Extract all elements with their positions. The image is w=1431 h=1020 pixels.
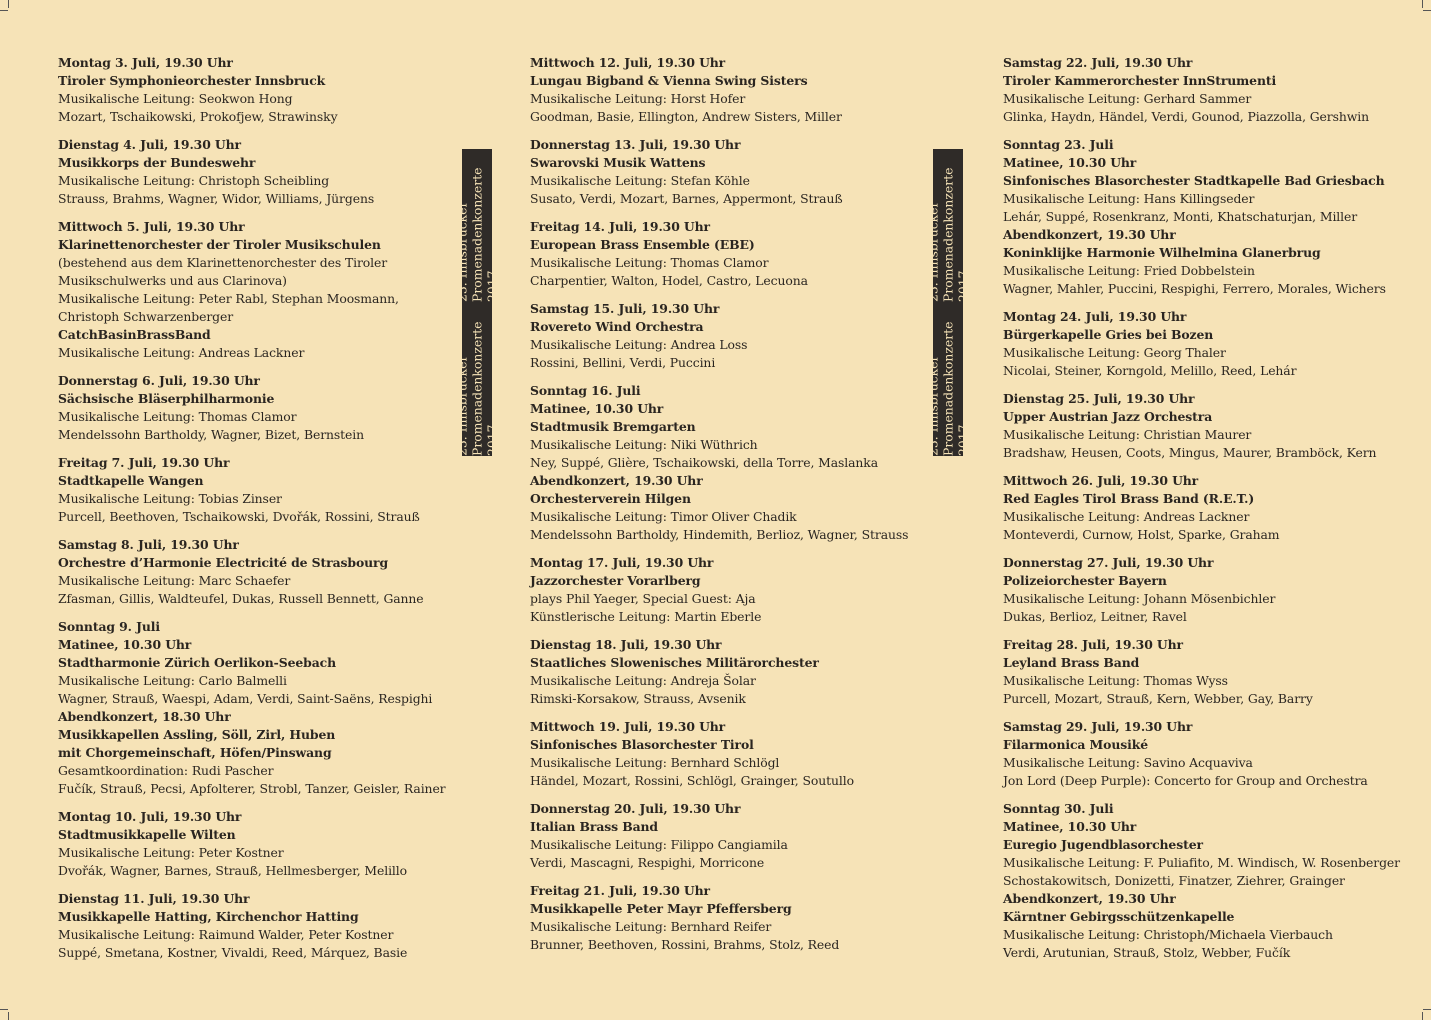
concert-detail-line: Musikalische Leitung: Filippo Cangiamila (530, 837, 788, 852)
concert-entry (530, 136, 925, 208)
concert-detail-line: Musikschulwerks und aus Clarinova) (58, 273, 287, 288)
concert-heading-line: Koninklijke Harmonie Wilhelmina Glanerbrug (1003, 245, 1321, 260)
concert-detail-line: Musikalische Leitung: Christian Maurer (1003, 427, 1252, 442)
concert-entry (1003, 54, 1398, 126)
concert-detail-line: Suppé, Smetana, Kostner, Vivaldi, Reed, Márquez, Basie (58, 945, 408, 960)
concert-detail-line: Musikalische Leitung: Horst Hofer (530, 91, 746, 106)
concert-detail-line: Mendelssohn Bartholdy, Hindemith, Berlioz, Wagner, Strauss (530, 527, 909, 542)
concert-entry (530, 300, 925, 372)
concert-entry (58, 218, 453, 362)
concert-entry (1003, 390, 1398, 462)
concert-heading-line: Lungau Bigband & Vienna Swing Sisters (530, 73, 808, 88)
crop-mark-top-left (8, 0, 9, 8)
concert-heading-line: Kärntner Gebirgsschützenkapelle (1003, 909, 1235, 924)
concert-entry (1003, 554, 1398, 626)
concert-detail-line: Musikalische Leitung: Georg Thaler (1003, 345, 1226, 360)
concert-entry (530, 554, 925, 626)
concert-detail-line: Musikalische Leitung: Savino Acquaviva (1003, 755, 1253, 770)
concert-heading-line: Abendkonzert, 19.30 Uhr (1003, 227, 1176, 242)
concert-heading-line: Musikkorps der Bundeswehr (58, 155, 256, 170)
concert-heading-line: Montag 17. Juli, 19.30 Uhr (530, 555, 714, 570)
concert-detail-line: Musikalische Leitung: Marc Schaefer (58, 573, 291, 588)
concert-heading-line: Swarovski Musik Wattens (530, 155, 706, 170)
concert-detail-line: Musikalische Leitung: Seokwon Hong (58, 91, 293, 106)
concert-heading-line: Mittwoch 12. Juli, 19.30 Uhr (530, 55, 726, 70)
concert-heading-line: Sinfonisches Blasorchester Stadtkapelle Bad Griesbach (1003, 173, 1385, 188)
concert-heading-line: CatchBasinBrassBand (58, 327, 211, 342)
concert-detail-line: Musikalische Leitung: Thomas Clamor (58, 409, 297, 424)
concert-heading-line: Abendkonzert, 19.30 Uhr (1003, 891, 1176, 906)
concert-detail-line: Purcell, Mozart, Strauß, Kern, Webber, Gay, Barry (1003, 691, 1313, 706)
concert-heading-line: mit Chorgemeinschaft, Höfen/Pinswang (58, 745, 332, 760)
concert-detail-line: Wagner, Mahler, Puccini, Respighi, Ferrero, Morales, Wichers (1003, 281, 1386, 296)
concert-heading-line: Mittwoch 19. Juli, 19.30 Uhr (530, 719, 726, 734)
schedule-column-1 (58, 54, 453, 972)
crop-mark-left-bottom (0, 1009, 8, 1010)
concert-heading-line: Klarinettenorchester der Tiroler Musikschulen (58, 237, 381, 252)
crop-mark-bottom-right (1422, 1012, 1423, 1020)
concert-heading-line: Donnerstag 20. Juli, 19.30 Uhr (530, 801, 741, 816)
concert-entry (1003, 308, 1398, 380)
concert-heading-line: Tiroler Kammerorchester InnStrumenti (1003, 73, 1277, 88)
concert-detail-line: Musikalische Leitung: Andreas Lackner (1003, 509, 1250, 524)
concert-entry (530, 382, 925, 544)
concert-heading-line: Filarmonica Mousiké (1003, 737, 1148, 752)
concert-heading-line: Musikkapelle Hatting, Kirchenchor Hatting (58, 909, 359, 924)
concert-heading-line: Donnerstag 27. Juli, 19.30 Uhr (1003, 555, 1214, 570)
concert-detail-line: Charpentier, Walton, Hodel, Castro, Lecuona (530, 273, 808, 288)
festival-title-banner-left (454, 149, 500, 456)
concert-detail-line: Musikalische Leitung: Christoph/Michaela Vierbauch (1003, 927, 1333, 942)
concert-detail-line: Künstlerische Leitung: Martin Eberle (530, 609, 762, 624)
concert-heading-line: Rovereto Wind Orchestra (530, 319, 704, 334)
concert-heading-line: Musikkapellen Assling, Söll, Zirl, Huben (58, 727, 336, 742)
concert-heading-line: Staatliches Slowenisches Militärorchester (530, 655, 819, 670)
concert-heading-line: Samstag 15. Juli, 19.30 Uhr (530, 301, 720, 316)
banner-line-1: 23. Innsbrucker Promenadenkonzerte 2017 (454, 321, 500, 456)
concert-heading-line: Montag 24. Juli, 19.30 Uhr (1003, 309, 1187, 324)
concert-detail-line: Musikalische Leitung: Bernhard Reifer (530, 919, 772, 934)
concert-entry (1003, 718, 1398, 790)
concert-heading-line: Dienstag 11. Juli, 19.30 Uhr (58, 891, 250, 906)
concert-heading-line: Musikkapelle Peter Mayr Pfeffersberg (530, 901, 792, 916)
concert-detail-line: Susato, Verdi, Mozart, Barnes, Appermont, Strauß (530, 191, 843, 206)
concert-heading-line: Stadtkapelle Wangen (58, 473, 204, 488)
concert-heading-line: Matinee, 10.30 Uhr (530, 401, 664, 416)
concert-entry (58, 618, 453, 798)
concert-detail-line: Musikalische Leitung: F. Puliafito, M. Windisch, W. Rosenberger (1003, 855, 1400, 870)
concert-detail-line: Ney, Suppé, Glière, Tschaikowski, della Torre, Maslanka (530, 455, 879, 470)
concert-heading-line: Matinee, 10.30 Uhr (58, 637, 192, 652)
concert-heading-line: Tiroler Symphonieorchester Innsbruck (58, 73, 326, 88)
concert-heading-line: Abendkonzert, 19.30 Uhr (530, 473, 703, 488)
schedule-column-3 (1003, 54, 1398, 972)
crop-mark-bottom-left (8, 1012, 9, 1020)
concert-detail-line: Musikalische Leitung: Thomas Clamor (530, 255, 769, 270)
concert-entry (58, 54, 453, 126)
concert-heading-line: Mittwoch 26. Juli, 19.30 Uhr (1003, 473, 1199, 488)
banner-line-2: 23. Innsbrucker Promenadenkonzerte 2017 (454, 168, 500, 303)
concert-heading-line: Polizeiorchester Bayern (1003, 573, 1167, 588)
concert-heading-line: Sonntag 16. Juli (530, 383, 641, 398)
concert-heading-line: Sonntag 23. Juli (1003, 137, 1114, 152)
concert-entry (530, 218, 925, 290)
concert-detail-line: Musikalische Leitung: Gerhard Sammer (1003, 91, 1252, 106)
concert-detail-line: Dvořák, Wagner, Barnes, Strauß, Hellmesberger, Melillo (58, 863, 408, 878)
concert-detail-line: Musikalische Leitung: Christoph Scheibling (58, 173, 330, 188)
concert-detail-line: Musikalische Leitung: Peter Kostner (58, 845, 284, 860)
concert-heading-line: Freitag 14. Juli, 19.30 Uhr (530, 219, 710, 234)
concert-detail-line: Musikalische Leitung: Timor Oliver Chadik (530, 509, 797, 524)
concert-heading-line: Freitag 21. Juli, 19.30 Uhr (530, 883, 710, 898)
concert-detail-line: Musikalische Leitung: Hans Killingseder (1003, 191, 1255, 206)
concert-heading-line: Sonntag 9. Juli (58, 619, 160, 634)
concert-detail-line: Musikalische Leitung: Thomas Wyss (1003, 673, 1228, 688)
concert-entry (530, 718, 925, 790)
concert-heading-line: Sächsische Bläserphilharmonie (58, 391, 275, 406)
concert-heading-line: Jazzorchester Vorarlberg (530, 573, 701, 588)
concert-heading-line: Samstag 22. Juli, 19.30 Uhr (1003, 55, 1193, 70)
crop-mark-right-top (1423, 10, 1431, 11)
concert-detail-line: Goodman, Basie, Ellington, Andrew Sisters, Miller (530, 109, 842, 124)
concert-detail-line: Dukas, Berlioz, Leitner, Ravel (1003, 609, 1187, 624)
concert-heading-line: Montag 10. Juli, 19.30 Uhr (58, 809, 242, 824)
concert-heading-line: Mittwoch 5. Juli, 19.30 Uhr (58, 219, 245, 234)
concert-entry (530, 800, 925, 872)
schedule-column-2 (530, 54, 925, 964)
concert-detail-line: Gesamtkoordination: Rudi Pascher (58, 763, 274, 778)
concert-heading-line: Sinfonisches Blasorchester Tirol (530, 737, 754, 752)
concert-heading-line: European Brass Ensemble (EBE) (530, 237, 755, 252)
concert-heading-line: Orchestre d’Harmonie Electricité de Strasbourg (58, 555, 389, 570)
concert-detail-line: Musikalische Leitung: Andrea Loss (530, 337, 748, 352)
concert-heading-line: Italian Brass Band (530, 819, 658, 834)
concert-heading-line: Abendkonzert, 18.30 Uhr (58, 709, 231, 724)
concert-detail-line: Wagner, Strauß, Waespi, Adam, Verdi, Saint-Saëns, Respighi (58, 691, 433, 706)
concert-detail-line: Mozart, Tschaikowski, Prokofjew, Strawinsky (58, 109, 338, 124)
concert-heading-line: Samstag 8. Juli, 19.30 Uhr (58, 537, 239, 552)
crop-mark-right-bottom (1423, 1009, 1431, 1010)
concert-entry (1003, 472, 1398, 544)
concert-detail-line: (bestehend aus dem Klarinettenorchester des Tiroler (58, 255, 388, 270)
concert-entry (1003, 800, 1398, 962)
concert-heading-line: Dienstag 4. Juli, 19.30 Uhr (58, 137, 241, 152)
concert-heading-line: Sonntag 30. Juli (1003, 801, 1114, 816)
concert-heading-line: Dienstag 25. Juli, 19.30 Uhr (1003, 391, 1195, 406)
concert-detail-line: Musikalische Leitung: Johann Mösenbichler (1003, 591, 1276, 606)
concert-detail-line: Rimski-Korsakow, Strauss, Avsenik (530, 691, 746, 706)
concert-detail-line: Händel, Mozart, Rossini, Schlögl, Grainger, Soutullo (530, 773, 854, 788)
concert-detail-line: Monteverdi, Curnow, Holst, Sparke, Graham (1003, 527, 1280, 542)
concert-detail-line: plays Phil Yaeger, Special Guest: Aja (530, 591, 756, 606)
concert-heading-line: Donnerstag 6. Juli, 19.30 Uhr (58, 373, 260, 388)
concert-heading-line: Dienstag 18. Juli, 19.30 Uhr (530, 637, 722, 652)
concert-entry (58, 136, 453, 208)
concert-detail-line: Bradshaw, Heusen, Coots, Mingus, Maurer, Bramböck, Kern (1003, 445, 1377, 460)
concert-detail-line: Musikalische Leitung: Tobias Zinser (58, 491, 282, 506)
concert-heading-line: Bürgerkapelle Gries bei Bozen (1003, 327, 1214, 342)
banner-line-2: 23. Innsbrucker Promenadenkonzerte 2017 (925, 168, 971, 303)
concert-entry (58, 372, 453, 444)
concert-heading-line: Freitag 7. Juli, 19.30 Uhr (58, 455, 230, 470)
concert-heading-line: Matinee, 10.30 Uhr (1003, 819, 1137, 834)
concert-detail-line: Musikalische Leitung: Carlo Balmelli (58, 673, 287, 688)
concert-entry (58, 808, 453, 880)
concert-heading-line: Euregio Jugendblasorchester (1003, 837, 1203, 852)
concert-detail-line: Verdi, Arutunian, Strauß, Stolz, Webber, Fučík (1003, 945, 1291, 960)
concert-heading-line: Stadtmusik Bremgarten (530, 419, 696, 434)
concert-heading-line: Freitag 28. Juli, 19.30 Uhr (1003, 637, 1183, 652)
concert-detail-line: Nicolai, Steiner, Korngold, Melillo, Reed, Lehár (1003, 363, 1297, 378)
crop-mark-left-top (0, 10, 8, 11)
banner-line-1: 23. Innsbrucker Promenadenkonzerte 2017 (925, 321, 971, 456)
concert-entry (1003, 636, 1398, 708)
concert-detail-line: Mendelssohn Bartholdy, Wagner, Bizet, Bernstein (58, 427, 365, 442)
concert-detail-line: Musikalische Leitung: Fried Dobbelstein (1003, 263, 1255, 278)
concert-detail-line: Musikalische Leitung: Raimund Walder, Peter Kostner (58, 927, 394, 942)
concert-entry (58, 890, 453, 962)
concert-heading-line: Stadtharmonie Zürich Oerlikon-Seebach (58, 655, 336, 670)
concert-detail-line: Jon Lord (Deep Purple): Concerto for Group and Orchestra (1003, 773, 1368, 788)
concert-entry (58, 536, 453, 608)
concert-detail-line: Musikalische Leitung: Andreja Šolar (530, 673, 756, 688)
concert-entry (58, 454, 453, 526)
concert-heading-line: Matinee, 10.30 Uhr (1003, 155, 1137, 170)
concert-entry (1003, 136, 1398, 298)
concert-detail-line: Musikalische Leitung: Stefan Köhle (530, 173, 750, 188)
concert-heading-line: Stadtmusikkapelle Wilten (58, 827, 236, 842)
concert-detail-line: Verdi, Mascagni, Respighi, Morricone (530, 855, 765, 870)
concert-detail-line: Musikalische Leitung: Peter Rabl, Stephan Moosmann, (58, 291, 399, 306)
concert-detail-line: Musikalische Leitung: Niki Wüthrich (530, 437, 758, 452)
concert-detail-line: Lehár, Suppé, Rosenkranz, Monti, Khatschaturjan, Miller (1003, 209, 1358, 224)
concert-detail-line: Zfasman, Gillis, Waldteufel, Dukas, Russell Bennett, Ganne (58, 591, 424, 606)
concert-entry (530, 54, 925, 126)
concert-heading-line: Montag 3. Juli, 19.30 Uhr (58, 55, 233, 70)
festival-title-banner-right (925, 149, 971, 456)
concert-detail-line: Brunner, Beethoven, Rossini, Brahms, Stolz, Reed (530, 937, 840, 952)
concert-detail-line: Purcell, Beethoven, Tschaikowski, Dvořák, Rossini, Strauß (58, 509, 420, 524)
concert-detail-line: Musikalische Leitung: Andreas Lackner (58, 345, 305, 360)
concert-entry (530, 636, 925, 708)
concert-entry (530, 882, 925, 954)
concert-heading-line: Upper Austrian Jazz Orchestra (1003, 409, 1213, 424)
concert-heading-line: Leyland Brass Band (1003, 655, 1140, 670)
concert-detail-line: Rossini, Bellini, Verdi, Puccini (530, 355, 716, 370)
concert-detail-line: Glinka, Haydn, Händel, Verdi, Gounod, Piazzolla, Gershwin (1003, 109, 1369, 124)
concert-detail-line: Musikalische Leitung: Bernhard Schlögl (530, 755, 780, 770)
concert-detail-line: Strauss, Brahms, Wagner, Widor, Williams, Jürgens (58, 191, 375, 206)
crop-mark-top-right (1422, 0, 1423, 8)
concert-heading-line: Orchesterverein Hilgen (530, 491, 691, 506)
concert-detail-line: Fučík, Strauß, Pecsi, Apfolterer, Strobl, Tanzer, Geisler, Rainer (58, 781, 446, 796)
concert-heading-line: Red Eagles Tirol Brass Band (R.E.T.) (1003, 491, 1255, 506)
concert-detail-line: Schostakowitsch, Donizetti, Finatzer, Ziehrer, Grainger (1003, 873, 1345, 888)
concert-heading-line: Donnerstag 13. Juli, 19.30 Uhr (530, 137, 741, 152)
concert-detail-line: Christoph Schwarzenberger (58, 309, 234, 324)
concert-heading-line: Samstag 29. Juli, 19.30 Uhr (1003, 719, 1193, 734)
